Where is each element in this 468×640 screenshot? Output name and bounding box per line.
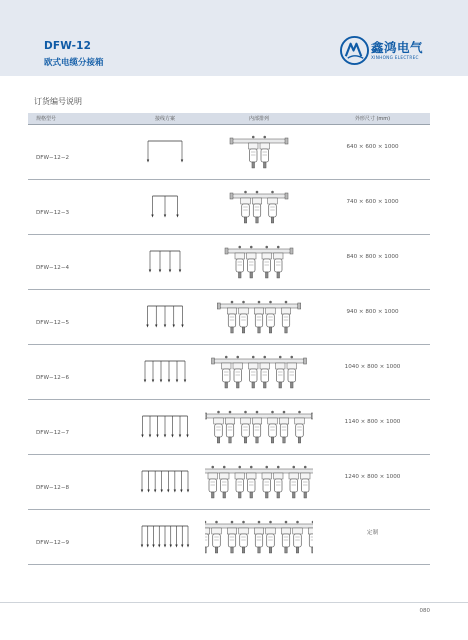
dimensions-cell: 1240 × 800 × 1000 xyxy=(315,454,430,509)
brand-logo xyxy=(340,36,440,66)
wiring-cell xyxy=(127,454,203,509)
feeder-arrow xyxy=(146,324,148,327)
feeder-arrow xyxy=(152,379,154,382)
brand-name: 鑫鸿电气 xyxy=(371,40,424,55)
feeder-arrow xyxy=(164,214,166,217)
table-row xyxy=(28,454,430,509)
feeder-arrow xyxy=(147,159,149,162)
model-cell: DFW−12−5 xyxy=(28,289,127,344)
wiring-diagram xyxy=(135,467,195,497)
model-cell: DFW−12−7 xyxy=(28,399,127,454)
dimensions-cell: 定制 xyxy=(315,509,430,564)
arrangement-cell xyxy=(203,179,315,234)
product-title: DFW-12 xyxy=(44,40,92,52)
model-cell: DFW−12−4 xyxy=(28,234,127,289)
feeder-arrow xyxy=(179,434,181,437)
feeder-arrow xyxy=(176,214,178,217)
bus-pipe xyxy=(219,304,299,308)
wiring-diagram xyxy=(135,357,195,387)
wiring-cell xyxy=(127,509,203,564)
feeder-arrow xyxy=(158,544,160,547)
model-cell: DFW−12−2 xyxy=(28,124,127,179)
feeder-arrow xyxy=(147,489,149,492)
feeder-arrow xyxy=(181,159,183,162)
arrangement-image xyxy=(205,517,313,557)
model-cell: DFW−12−9 xyxy=(28,509,127,564)
arrangement-cell xyxy=(203,344,315,399)
feeder-arrow xyxy=(169,269,171,272)
arrangement-cell xyxy=(203,124,315,179)
header-dims: 外形尺寸 (mm) xyxy=(315,113,430,124)
bus-end-cap xyxy=(230,193,233,199)
bus-pipe xyxy=(227,249,291,253)
bus-end-cap xyxy=(230,138,233,144)
order-code-table xyxy=(28,113,430,565)
bus-pipe xyxy=(214,359,305,363)
feeder-arrow xyxy=(179,269,181,272)
table-row xyxy=(28,399,430,454)
model-cell: DFW−12−6 xyxy=(28,344,127,399)
table-row xyxy=(28,289,430,344)
wiring-diagram xyxy=(135,247,195,277)
feeder-arrow xyxy=(156,434,158,437)
table-header-row xyxy=(28,113,430,124)
arrangement-cell xyxy=(203,234,315,289)
feeder-arrow xyxy=(161,489,163,492)
table-row xyxy=(28,509,430,564)
feeder-arrow xyxy=(176,379,178,382)
section-title: 订货编号说明 xyxy=(34,97,82,106)
arrangement-image xyxy=(205,407,313,447)
feeder-arrow xyxy=(160,379,162,382)
arrangement-cell xyxy=(203,454,315,509)
dimensions-cell: 840 × 800 × 1000 xyxy=(315,234,430,289)
bus-end-cap xyxy=(212,358,215,364)
feeder-arrow xyxy=(159,269,161,272)
feeder-arrow xyxy=(187,544,189,547)
model-cell: DFW−12−3 xyxy=(28,179,127,234)
feeder-arrow xyxy=(181,544,183,547)
wiring-cell xyxy=(127,124,203,179)
wiring-cell xyxy=(127,179,203,234)
feeder-arrow xyxy=(168,379,170,382)
arrangement-image xyxy=(205,462,313,502)
feeder-arrow xyxy=(184,379,186,382)
feeder-arrow xyxy=(167,489,169,492)
wiring-diagram xyxy=(135,522,195,552)
feeder-arrow xyxy=(187,489,189,492)
feeder-arrow xyxy=(173,324,175,327)
arrangement-cell xyxy=(203,399,315,454)
feeder-arrow xyxy=(181,324,183,327)
feeder-arrow xyxy=(151,214,153,217)
page-header xyxy=(0,0,468,76)
feeder-arrow xyxy=(170,544,172,547)
wiring-diagram xyxy=(135,137,195,167)
dimensions-cell: 940 × 800 × 1000 xyxy=(315,289,430,344)
wiring-cell xyxy=(127,399,203,454)
bus-pipe xyxy=(205,469,313,473)
feeder-arrow xyxy=(141,544,143,547)
footer-divider xyxy=(0,602,468,603)
header-model: 规格型号 xyxy=(28,113,127,124)
bus-end-cap xyxy=(311,413,313,419)
feeder-arrow xyxy=(164,434,166,437)
bus-pipe xyxy=(232,139,286,143)
wiring-diagram xyxy=(135,302,195,332)
feeder-arrow xyxy=(154,489,156,492)
arrangement-image xyxy=(205,132,313,172)
header-layout: 内部排列 xyxy=(203,113,315,124)
arrangement-cell xyxy=(203,509,315,564)
feeder-arrow xyxy=(144,379,146,382)
table-row xyxy=(28,234,430,289)
product-subtitle: 欧式电缆分接箱 xyxy=(44,58,104,68)
feeder-arrow xyxy=(174,489,176,492)
feeder-arrow xyxy=(186,434,188,437)
feeder-arrow xyxy=(141,434,143,437)
arrangement-image xyxy=(205,352,313,392)
bus-end-cap xyxy=(285,193,288,199)
brand-logo-icon xyxy=(340,36,369,65)
bus-pipe xyxy=(206,414,313,418)
feeder-arrow xyxy=(171,434,173,437)
bus-end-cap xyxy=(217,303,220,309)
feeder-arrow xyxy=(155,324,157,327)
feeder-arrow xyxy=(147,544,149,547)
feeder-arrow xyxy=(149,434,151,437)
feeder-arrow xyxy=(141,489,143,492)
bus-end-cap xyxy=(205,413,207,419)
bus-end-cap xyxy=(298,303,301,309)
bus-end-cap xyxy=(285,138,288,144)
wiring-cell xyxy=(127,344,203,399)
bus-pipe xyxy=(232,194,286,198)
feeder-arrow xyxy=(149,269,151,272)
page-number: 080 xyxy=(419,608,430,614)
table-row xyxy=(28,179,430,234)
table-row xyxy=(28,124,430,179)
arrangement-image xyxy=(205,187,313,227)
dimensions-cell: 1140 × 800 × 1000 xyxy=(315,399,430,454)
model-cell: DFW−12−8 xyxy=(28,454,127,509)
bus-end-cap xyxy=(225,248,228,254)
arrangement-cell xyxy=(203,289,315,344)
feeder-arrow xyxy=(164,544,166,547)
arrangement-image xyxy=(205,242,313,282)
bus-pipe xyxy=(205,524,313,528)
feeder-arrow xyxy=(180,489,182,492)
wiring-diagram xyxy=(135,412,195,442)
dimensions-cell: 740 × 600 × 1000 xyxy=(315,179,430,234)
bus-end-cap xyxy=(304,358,307,364)
brand-subtitle: XINHONG ELECTREC xyxy=(371,55,419,60)
wiring-diagram xyxy=(135,192,195,222)
header-wiring: 接线方案 xyxy=(127,113,203,124)
feeder-arrow xyxy=(164,324,166,327)
arrangement-image xyxy=(205,297,313,337)
table-row xyxy=(28,344,430,399)
dimensions-cell: 640 × 600 × 1000 xyxy=(315,124,430,179)
feeder-arrow xyxy=(152,544,154,547)
wiring-cell xyxy=(127,289,203,344)
dimensions-cell: 1040 × 800 × 1000 xyxy=(315,344,430,399)
bus-end-cap xyxy=(290,248,293,254)
feeder-arrow xyxy=(175,544,177,547)
wiring-cell xyxy=(127,234,203,289)
